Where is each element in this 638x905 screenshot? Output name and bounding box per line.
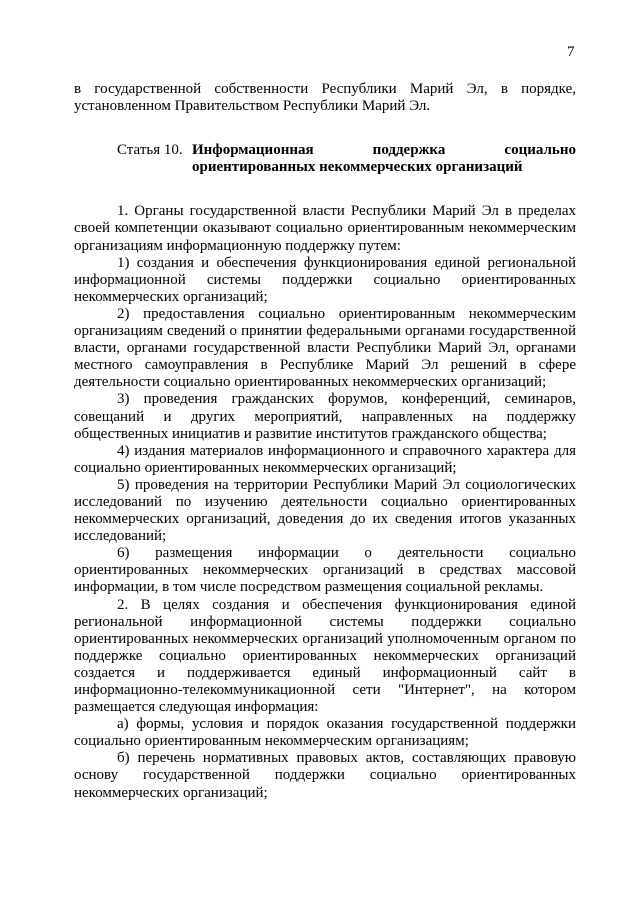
list-item-4: 4) издания материалов информационного и справочного характера для социально ориентированных некоммерческих организаций;	[74, 442, 576, 476]
list-item-5: 5) проведения на территории Республики Марий Эл социологических исследований по изучению деятельности социально ориентированных некоммерческих организаций, доведения до их сведения итогов указанных исследований;	[74, 476, 576, 545]
list-item-6: 6) размещения информации о деятельности социально ориентированных некоммерческих организаций в средствах массовой информации, в том числе посредством размещения социальной рекламы.	[74, 545, 576, 596]
article-number: Статья 10.	[117, 142, 183, 159]
list-item-b: б) перечень нормативных правовых актов, составляющих правовую основу государственной поддержки социально ориентированных некоммерческих организаций;	[74, 750, 576, 801]
article-title: Информационная поддержка социально ориентированных некоммерческих организаций	[192, 142, 576, 176]
list-item-2: 2) предоставления социально ориентированным некоммерческим организациям сведений о принятии федеральными органами государственной власти, органами государственной власти Республики Марий Эл, органами местного самоуправления в Республике Марий Эл решений в сфере деятельности социально ориентированных некоммерческих организаций;	[74, 305, 576, 391]
intro-paragraph: в государственной собственности Республики Марий Эл, в порядке, установленном Правительством Республики Марий Эл.	[74, 81, 576, 115]
document-body	[74, 81, 576, 802]
page-number: 7	[567, 44, 575, 60]
paragraph-1: 1. Органы государственной власти Республики Марий Эл в пределах своей компетенции оказывают социально ориентированным некоммерческим организациям информационную поддержку путем:	[74, 203, 576, 254]
paragraph-2: 2. В целях создания и обеспечения функционирования единой региональной информационной системы поддержки социально ориентированных некоммерческих организаций уполномоченным органом по поддержке социально ориентированных некоммерческих организаций создается и поддерживается единый информационный сайт в информационно-телекоммуникационной сети "Интернет", на котором размещается следующая информация:	[74, 596, 576, 716]
article-heading	[74, 142, 576, 176]
list-item-a: а) формы, условия и порядок оказания государственной поддержки социально ориентированным некоммерческим организациям;	[74, 716, 576, 750]
list-item-1: 1) создания и обеспечения функционирования единой региональной информационной системы поддержки социально ориентированных некоммерческих организаций;	[74, 254, 576, 305]
list-item-3: 3) проведения гражданских форумов, конференций, семинаров, совещаний и других мероприятий, направленных на поддержку общественных инициатив и развитие институтов гражданского общества;	[74, 391, 576, 442]
